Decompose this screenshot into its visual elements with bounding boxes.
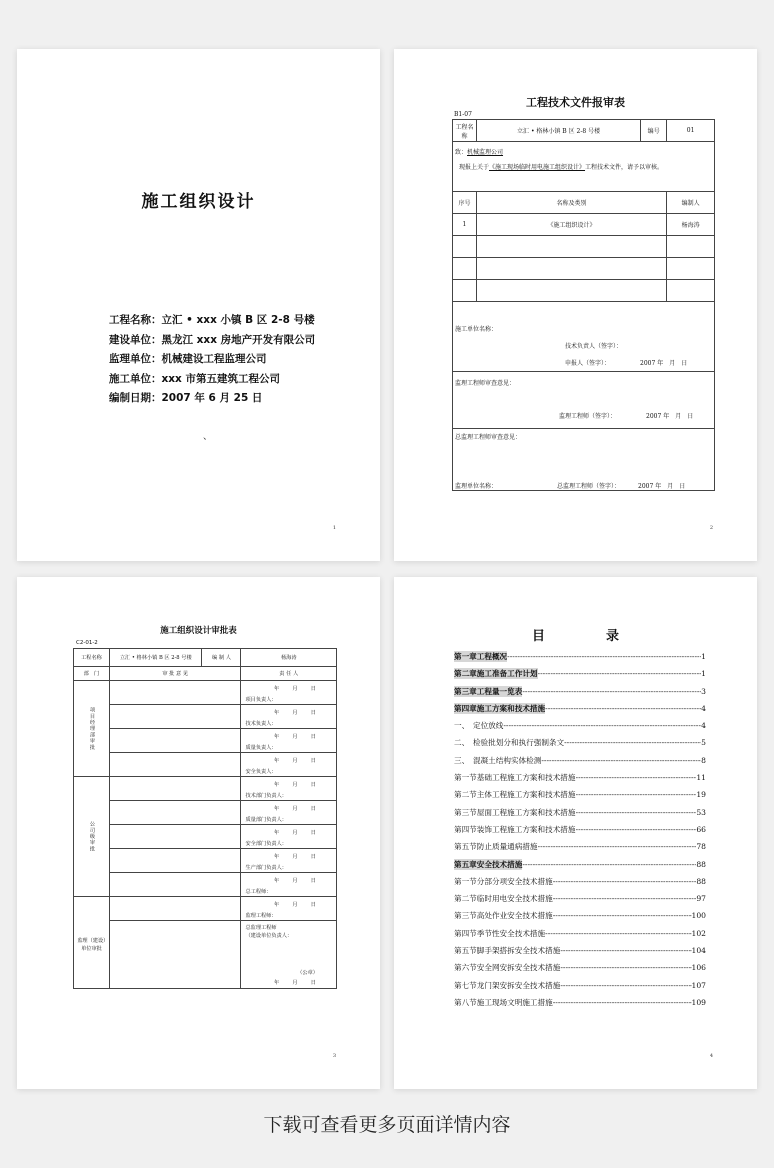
form-title: 工程技术文件报审表 (526, 96, 625, 109)
row-name: 《施工组织设计》 (476, 214, 666, 236)
toc-item (454, 651, 706, 668)
toc-item (454, 789, 706, 806)
cover-mark: 、 (203, 432, 213, 442)
form-code: B1-07 (454, 111, 472, 118)
toc-item (454, 807, 706, 824)
toc-item-text: 第二章施工准备工作计划 (454, 669, 538, 679)
row-seq: 1 (453, 214, 477, 236)
submit-doc: 《施工现场临时用电施工组织设计》 (489, 164, 586, 171)
project-name: 立汇 • 格林小镇 B 区 2-8 号楼 (476, 120, 640, 142)
toc-item (454, 962, 706, 979)
toc-item-text: 一、 定位放线 (454, 721, 504, 731)
cover-compile-date: 编制日期：2007 年 6 月 25 日 (109, 392, 263, 404)
toc-item-text: 第七节龙门架安拆安全技术措施 (454, 980, 561, 990)
toc-item-page: 1 (701, 669, 706, 679)
toc-item (454, 997, 706, 1014)
approval-table: 工程名称 立汇 • 格林小镇 B 区 2-8 号楼 编 制 人 杨海涛 部 门 审 批 意 见 责 任 人 项目经理部审批 项目负责人： 年 月 日 技术负责人： 年 月 日 质量负责人： 年 月 日 安全负责人： 年 月 日 公司级审批 技术部门负责人： 年 月 日 质量部门负责人： 年 月 日 安全部门负责人： 年 月 日 生产部门负责人： 年 月 日 总工程师： 年 月 日 监理（建设）单位审批 监理工程师： 年 月 日 总监理工程师 （建设单位负责人： （公章） 年 月 日 (73, 648, 337, 989)
toc-leader (522, 687, 701, 696)
toc-item-page: 107 (691, 980, 706, 990)
toc-leader (560, 946, 691, 955)
toc-list (454, 651, 706, 1014)
toc-item (454, 703, 706, 720)
toc-item-page: 102 (691, 928, 706, 938)
toc-item-page: 8 (701, 755, 706, 765)
toc-item-page: 109 (691, 997, 706, 1007)
toc-item (454, 876, 706, 893)
toc-item (454, 720, 706, 737)
toc-item-page: 78 (696, 842, 706, 852)
author-label: 编 制 人 (212, 655, 231, 661)
toc-leader (545, 704, 701, 713)
toc-item-page: 4 (701, 703, 706, 713)
toc-leader (538, 842, 697, 851)
group-company: 公司级审批 (74, 777, 110, 897)
document-page-submission-form (394, 49, 757, 561)
toc-leader (564, 738, 701, 747)
toc-item (454, 737, 706, 754)
toc-leader (503, 721, 701, 730)
toc-leader (560, 963, 691, 972)
document-page-toc (394, 577, 757, 1089)
toc-item-page: 19 (696, 790, 706, 800)
toc-item-text: 第六节安全网安拆安全技术措施 (454, 963, 561, 973)
cover-construction-unit: 施工单位：xxx 市第五建筑工程公司 (109, 372, 280, 385)
toc-item (454, 755, 706, 772)
toc-item-page: 100 (691, 911, 706, 921)
toc-leader (538, 669, 702, 678)
project-name: 立汇 • 格林小镇 B 区 2-8 号楼 (110, 649, 202, 666)
toc-leader (553, 911, 692, 920)
toc-item (454, 928, 706, 945)
toc-item-text: 二、 检验批划分和执行强制条文 (454, 738, 565, 748)
toc-item-page: 97 (696, 894, 706, 904)
project-name-label: 工程名称 (453, 120, 477, 142)
toc-leader (576, 790, 697, 799)
toc-item-text: 第三节高处作业安全技术措施 (454, 911, 553, 921)
toc-item-page: 1 (701, 652, 706, 661)
form-no: 01 (667, 120, 715, 142)
cover-info (109, 311, 315, 409)
toc-item-text: 第八节施工现场文明施工措施 (454, 997, 553, 1007)
toc-item-text: 第一节基础工程施工方案和技术措施 (454, 773, 576, 783)
toc-leader (576, 825, 697, 834)
toc-item-page: 88 (696, 859, 706, 869)
toc-item-text: 第二节临时用电安全技术措施 (454, 894, 553, 904)
toc-leader (553, 998, 692, 1007)
group-project-dept: 项目经理部审批 (74, 681, 110, 777)
toc-leader (560, 981, 691, 990)
form-code: C2-01-2 (76, 640, 98, 646)
toc-item-page: 11 (696, 773, 706, 783)
row-author: 杨海涛 (667, 214, 715, 236)
col-author: 编制人 (667, 192, 715, 214)
document-page-cover (17, 49, 380, 561)
toc-item-text: 第四章施工方案和技术措施 (454, 703, 546, 713)
toc-item-page: 104 (691, 946, 706, 956)
construction-section: 施工单位名称： 技术负责人（签字）： 申报人（签字）： 2007 年 月 日 (453, 302, 715, 372)
toc-item-text: 第四节季节性安全技术措施 (454, 928, 546, 938)
page-number: 4 (709, 1053, 713, 1059)
toc-item-page: 4 (701, 721, 706, 731)
submission-text: 致：机械监理公司 现报上关于《施工现场临时用电施工组织设计》工程技术文件，请予以审核。 (453, 142, 715, 192)
page-number: 3 (332, 1053, 336, 1059)
chief-supervisor-section: 总监理工程师审查意见： 监理单位名称： 总监理工程师（签字）： 2007 年 月 日 (453, 429, 715, 491)
toc-item-text: 第一节分部分项安全技术措施 (454, 876, 553, 886)
toc-item (454, 893, 706, 910)
toc-leader (522, 860, 696, 869)
page-number: 2 (709, 525, 713, 531)
toc-item (454, 772, 706, 789)
col-opinion: 审 批 意 见 (109, 667, 241, 681)
toc-item (454, 859, 706, 876)
submission-table (452, 119, 715, 491)
toc-leader (576, 773, 697, 782)
toc-item-text: 第三章工程量一览表 (454, 686, 523, 696)
project-name-label: 工程名称 (74, 649, 110, 666)
cover-supervision-unit: 监理单位：机械建设工程监理公司 (109, 353, 267, 365)
toc-item-page: 3 (701, 686, 706, 696)
toc-item-text: 第五章安全技术措施 (454, 859, 523, 869)
form-title: 施工组织设计审批表 (160, 626, 237, 636)
form-no-label: 编号 (641, 120, 667, 142)
toc-leader (507, 652, 701, 661)
cover-client-unit: 建设单位：黑龙江 xxx 房地产开发有限公司 (109, 333, 316, 346)
toc-item-text: 三、 混凝土结构实体检测 (454, 755, 542, 765)
col-responsible: 责 任 人 (241, 667, 337, 681)
document-page-approval-form (17, 577, 380, 1089)
footer-caption: 下载可查看更多页面详情内容 (263, 1114, 511, 1136)
supervisor-section: 监理工程师审查意见： 监理工程师（签字）： 2007 年 月 日 (453, 372, 715, 429)
col-dept: 部 门 (74, 667, 110, 681)
toc-leader (553, 894, 697, 903)
col-seq: 序号 (453, 192, 477, 214)
toc-item-text: 第四节装饰工程施工方案和技术措施 (454, 824, 576, 834)
toc-item (454, 841, 706, 858)
toc-item-page: 5 (701, 738, 706, 748)
toc-item-text: 第三节屋面工程施工方案和技术措施 (454, 807, 576, 817)
toc-item-text: 第二节主体工程施工方案和技术措施 (454, 790, 576, 800)
toc-item (454, 686, 706, 703)
toc-item (454, 668, 706, 685)
col-name: 名称及类别 (476, 192, 666, 214)
toc-leader (553, 877, 697, 886)
toc-leader (541, 756, 701, 765)
toc-item (454, 980, 706, 997)
cover-project-name: 工程名称：立汇 • xxx 小镇 B 区 2-8 号楼 (109, 314, 315, 326)
group-supervision: 监理（建设）单位审批 (74, 897, 110, 989)
toc-item-page: 88 (696, 876, 706, 886)
toc-leader (545, 929, 691, 938)
toc-item-text: 第五节脚手架搭拆安全技术措施 (454, 946, 561, 956)
toc-title: 目 录 (531, 629, 643, 644)
to-unit: 机械监理公司 (467, 149, 504, 156)
author: 杨海涛 (241, 649, 337, 667)
toc-item (454, 945, 706, 962)
toc-item-page: 66 (696, 824, 706, 834)
toc-item-page: 106 (691, 963, 706, 973)
cover-title: 施工组织设计 (141, 192, 256, 212)
toc-item (454, 824, 706, 841)
toc-leader (576, 808, 697, 817)
toc-item-text: 第一章工程概况 (454, 652, 508, 661)
toc-item-text: 第五节防止质量通病措施 (454, 842, 538, 852)
toc-item-page: 53 (696, 807, 706, 817)
toc-item (454, 910, 706, 927)
page-number: 1 (332, 525, 336, 531)
